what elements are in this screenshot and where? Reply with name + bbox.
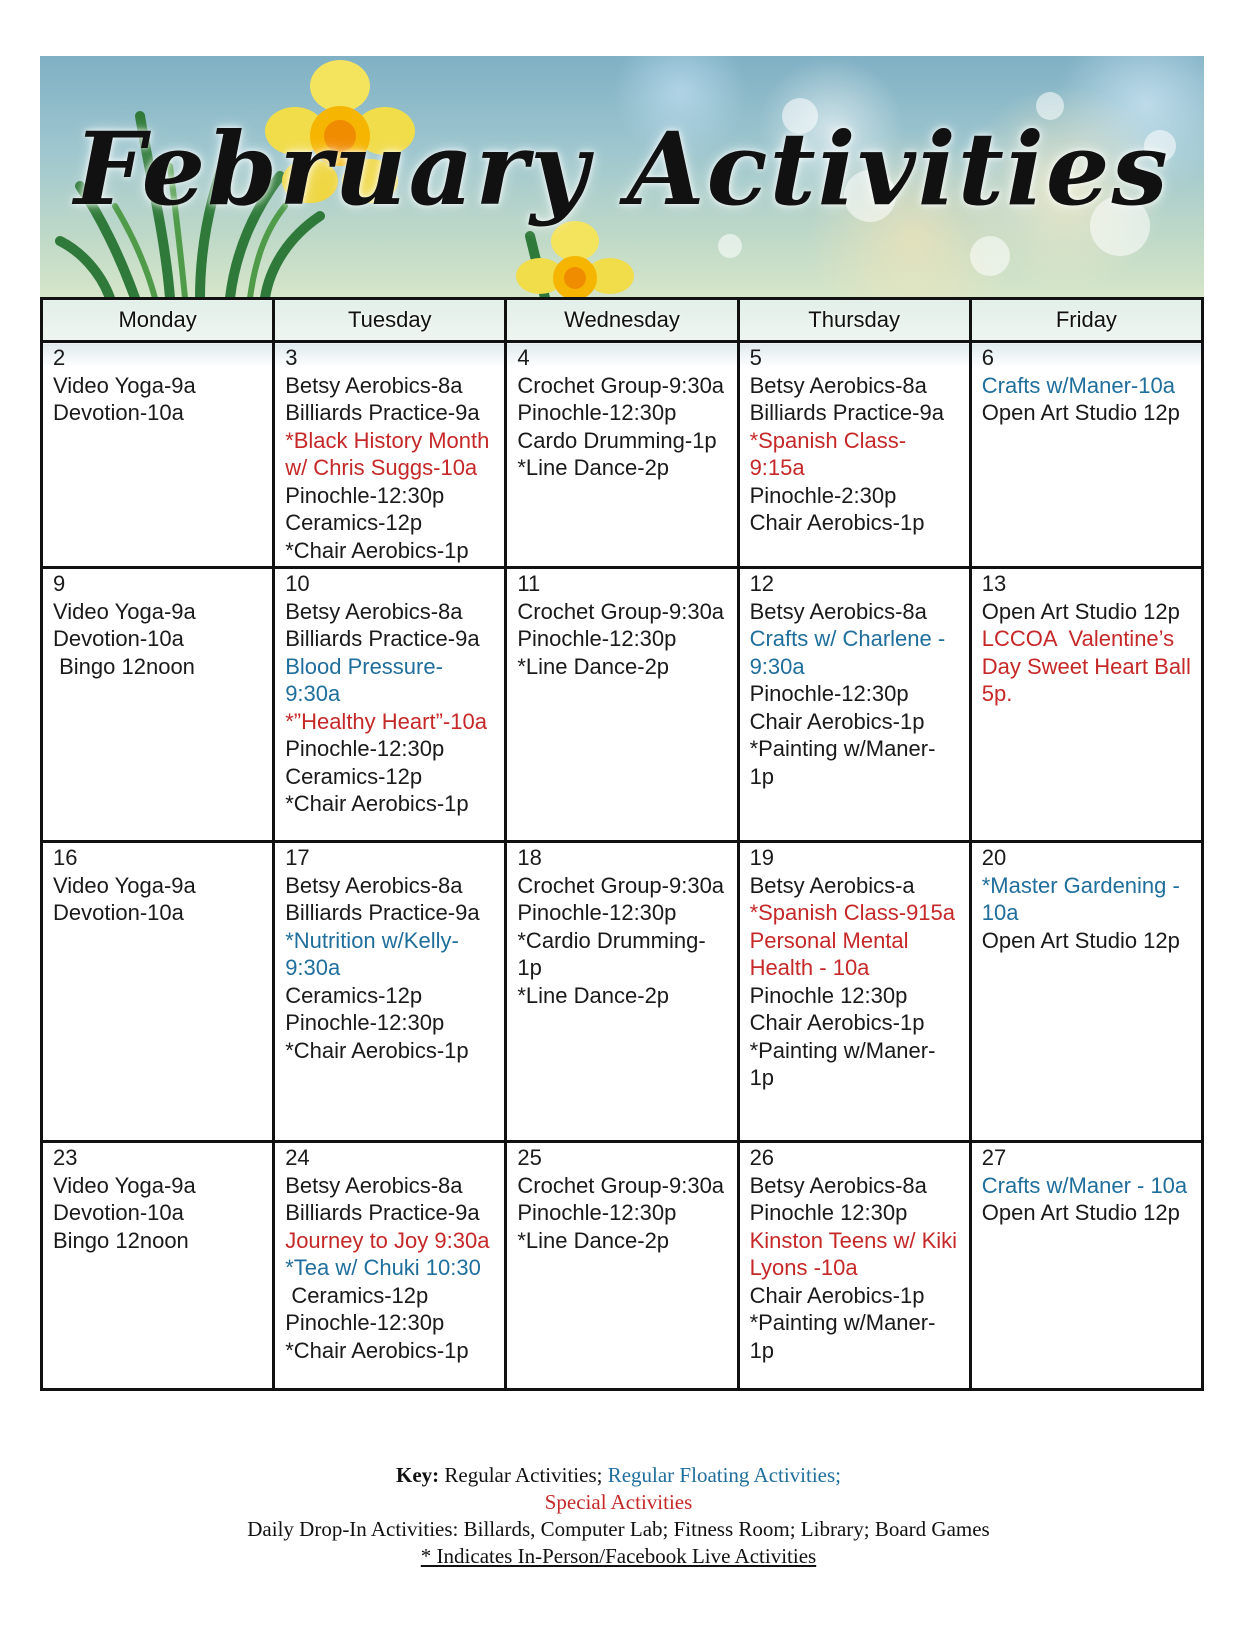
- day-cell: [42, 342, 274, 568]
- activity-item: *Line Dance-2p: [517, 653, 670, 679]
- activity-item: Devotion-10a: [53, 626, 184, 651]
- activity-item: Betsy Aerobics-8a: [749, 372, 927, 398]
- day-number: 13: [981, 571, 1007, 596]
- day-number: 19: [749, 845, 775, 870]
- activity-item: Ceramics-12p: [285, 982, 423, 1008]
- day-number: 25: [517, 1145, 542, 1170]
- activity-item: Pinochle 12:30p: [749, 982, 908, 1008]
- weekday-header: Monday: [42, 299, 274, 342]
- activity-item: Crochet Group-9:30a: [517, 872, 725, 898]
- legend-special: Special Activities: [544, 1490, 693, 1514]
- day-cell: [42, 1142, 274, 1390]
- activity-item: Cardo Drumming-1p: [517, 427, 717, 453]
- day-number: 24: [285, 1145, 310, 1170]
- activity-item: Journey to Joy 9:30a: [285, 1227, 490, 1253]
- activity-item: Devotion-10a: [53, 900, 184, 925]
- day-cell: [506, 342, 738, 568]
- day-cell: [42, 568, 274, 842]
- activity-item: Betsy Aerobics-8a: [749, 598, 927, 624]
- activity-item: Personal Mental Health - 10a: [749, 927, 915, 980]
- day-cell: [42, 842, 274, 1142]
- activity-item: Pinochle-12:30p: [285, 1010, 445, 1035]
- day-cell: [506, 568, 738, 842]
- activity-item: *Chair Aerobics-1p: [285, 1037, 469, 1063]
- activity-item: *Cardio Drumming-1p: [517, 927, 706, 980]
- activity-item: *Line Dance-2p: [517, 982, 670, 1008]
- activity-item: LCCOA Valentine’s Day Sweet Heart Ball 5p.: [981, 626, 1197, 706]
- activity-item: Pinochle-12:30p: [517, 626, 677, 651]
- day-cell: [970, 1142, 1202, 1390]
- day-cell: [970, 568, 1202, 842]
- day-number: 11: [517, 571, 541, 596]
- activity-item: Open Art Studio 12p: [981, 927, 1180, 953]
- activity-item: Kinston Teens w/ Kiki Lyons -10a: [749, 1227, 964, 1280]
- day-number: 16: [53, 845, 78, 870]
- activity-item: Betsy Aerobics-8a: [285, 1172, 463, 1198]
- activity-item: Bingo 12noon: [53, 653, 195, 679]
- activity-item: *Painting w/Maner-1p: [749, 1310, 936, 1363]
- activity-item: *Nutrition w/Kelly-9:30a: [285, 927, 459, 980]
- activity-item: *Painting w/Maner-1p: [749, 736, 936, 789]
- activity-item: Pinochle-12:30p: [517, 1200, 677, 1225]
- activity-item: *Chair Aerobics-1p: [285, 1337, 469, 1363]
- legend: [0, 1462, 1237, 1570]
- activity-item: Video Yoga-9a: [53, 1172, 196, 1198]
- activity-item: Pinochle-12:30p: [285, 482, 445, 508]
- week-row: [42, 842, 1203, 1142]
- activity-item: Devotion-10a: [53, 400, 184, 425]
- activity-item: Video Yoga-9a: [53, 598, 196, 624]
- activity-item: Pinochle-12:30p: [285, 736, 445, 761]
- day-number: 12: [749, 571, 775, 596]
- activity-item: Open Art Studio 12p: [981, 598, 1180, 624]
- legend-line: [0, 1462, 1237, 1489]
- legend-regular: Regular Activities;: [439, 1463, 603, 1487]
- activity-item: *Black History Month w/ Chris Suggs-10a: [285, 427, 496, 480]
- activity-item: *Chair Aerobics-1p: [285, 537, 469, 563]
- day-number: 23: [53, 1145, 78, 1170]
- activity-item: Pinochle-2:30p: [749, 482, 897, 508]
- activity-item: Pinochle-12:30p: [749, 681, 909, 706]
- day-cell: [738, 842, 970, 1142]
- activity-item: Crochet Group-9:30a: [517, 372, 725, 398]
- activity-item: Billiards Practice-9a: [749, 400, 944, 425]
- week-row: [42, 1142, 1203, 1390]
- header-banner: [40, 56, 1204, 298]
- activity-item: Devotion-10a: [53, 1200, 184, 1225]
- activity-item: Crochet Group-9:30a: [517, 1172, 725, 1198]
- activity-item: Video Yoga-9a: [53, 372, 196, 398]
- day-number: 27: [981, 1145, 1007, 1170]
- activity-item: Pinochle-12:30p: [285, 1310, 445, 1335]
- activity-item: *Line Dance-2p: [517, 1227, 670, 1253]
- legend-floating: Regular Floating Activities;: [602, 1463, 842, 1487]
- activity-item: Pinochle-12:30p: [517, 900, 677, 925]
- day-cell: [274, 342, 506, 568]
- activity-item: Betsy Aerobics-8a: [749, 1172, 927, 1198]
- day-cell: [738, 342, 970, 568]
- activity-item: Crafts w/Maner - 10a: [981, 1172, 1188, 1198]
- activity-item: *”Healthy Heart”-10a: [285, 708, 487, 734]
- day-number: 17: [285, 845, 310, 870]
- activity-item: Crochet Group-9:30a: [517, 598, 725, 624]
- legend-label: Key:: [395, 1463, 440, 1487]
- day-number: 2: [53, 345, 66, 370]
- activity-item: Chair Aerobics-1p: [749, 510, 925, 535]
- activity-item: Betsy Aerobics-8a: [285, 372, 463, 398]
- activities-calendar: [40, 297, 1204, 1391]
- day-cell: [738, 568, 970, 842]
- activity-item: Open Art Studio 12p: [981, 1200, 1180, 1225]
- day-cell: [274, 842, 506, 1142]
- day-number: 4: [517, 345, 530, 370]
- day-number: 5: [749, 345, 762, 370]
- activity-item: Betsy Aerobics-8a: [285, 872, 463, 898]
- activity-item: Betsy Aerobics-8a: [285, 598, 463, 624]
- day-cell: [970, 342, 1202, 568]
- week-row: [42, 342, 1203, 568]
- weekday-header: Wednesday: [506, 299, 738, 342]
- activity-item: *Painting w/Maner-1p: [749, 1037, 936, 1090]
- day-number: 26: [749, 1145, 775, 1170]
- activity-item: Ceramics-12p: [285, 1282, 429, 1308]
- legend-dropin: Daily Drop-In Activities: Billards, Computer Lab; Fitness Room; Library; Board Games: [247, 1517, 990, 1541]
- weekday-header: Thursday: [738, 299, 970, 342]
- day-number: 10: [285, 571, 310, 596]
- activity-item: *Line Dance-2p: [517, 455, 670, 480]
- day-cell: [738, 1142, 970, 1390]
- day-cell: [506, 842, 738, 1142]
- week-row: [42, 568, 1203, 842]
- activity-item: *Chair Aerobics-1p: [285, 791, 469, 816]
- activity-item: Pinochle 12:30p: [749, 1200, 908, 1225]
- activity-item: *Master Gardening - 10a: [981, 872, 1186, 925]
- activity-item: Billiards Practice-9a: [285, 900, 480, 925]
- page-title: February Activities: [74, 110, 1170, 228]
- activity-item: *Spanish Class-9:15a: [749, 427, 907, 480]
- day-number: 6: [981, 345, 994, 370]
- activity-item: Chair Aerobics-1p: [749, 1282, 925, 1308]
- activity-item: Crafts w/ Charlene - 9:30a: [749, 626, 952, 679]
- legend-note: * Indicates In-Person/Facebook Live Activities: [420, 1544, 817, 1568]
- day-cell: [970, 842, 1202, 1142]
- activity-item: Crafts w/Maner-10a: [981, 372, 1175, 398]
- activity-item: Chair Aerobics-1p: [749, 708, 925, 734]
- day-cell: [274, 1142, 506, 1390]
- activity-item: Ceramics-12p: [285, 763, 423, 789]
- activity-item: Betsy Aerobics-a: [749, 872, 915, 898]
- activity-item: Open Art Studio 12p: [981, 400, 1180, 425]
- day-number: 3: [285, 345, 298, 370]
- weekday-header: Friday: [970, 299, 1202, 342]
- day-number: 20: [981, 845, 1007, 870]
- activity-item: Chair Aerobics-1p: [749, 1010, 925, 1035]
- activity-item: Pinochle-12:30p: [517, 400, 677, 425]
- activity-item: Blood Pressure-9:30a: [285, 653, 443, 706]
- activity-item: *Tea w/ Chuki 10:30: [285, 1255, 481, 1280]
- day-number: 18: [517, 845, 542, 870]
- weekday-header: Tuesday: [274, 299, 506, 342]
- activity-item: *Spanish Class-915a: [749, 900, 956, 925]
- activity-item: Billiards Practice-9a: [285, 1200, 480, 1225]
- activity-item: Ceramics-12p: [285, 510, 423, 535]
- weekday-header-row: [42, 299, 1203, 342]
- activity-item: Bingo 12noon: [53, 1227, 189, 1253]
- day-number: 9: [53, 571, 66, 596]
- activity-item: Video Yoga-9a: [53, 872, 196, 898]
- activity-item: Billiards Practice-9a: [285, 400, 480, 425]
- day-cell: [274, 568, 506, 842]
- day-cell: [506, 1142, 738, 1390]
- activity-item: Billiards Practice-9a: [285, 626, 480, 651]
